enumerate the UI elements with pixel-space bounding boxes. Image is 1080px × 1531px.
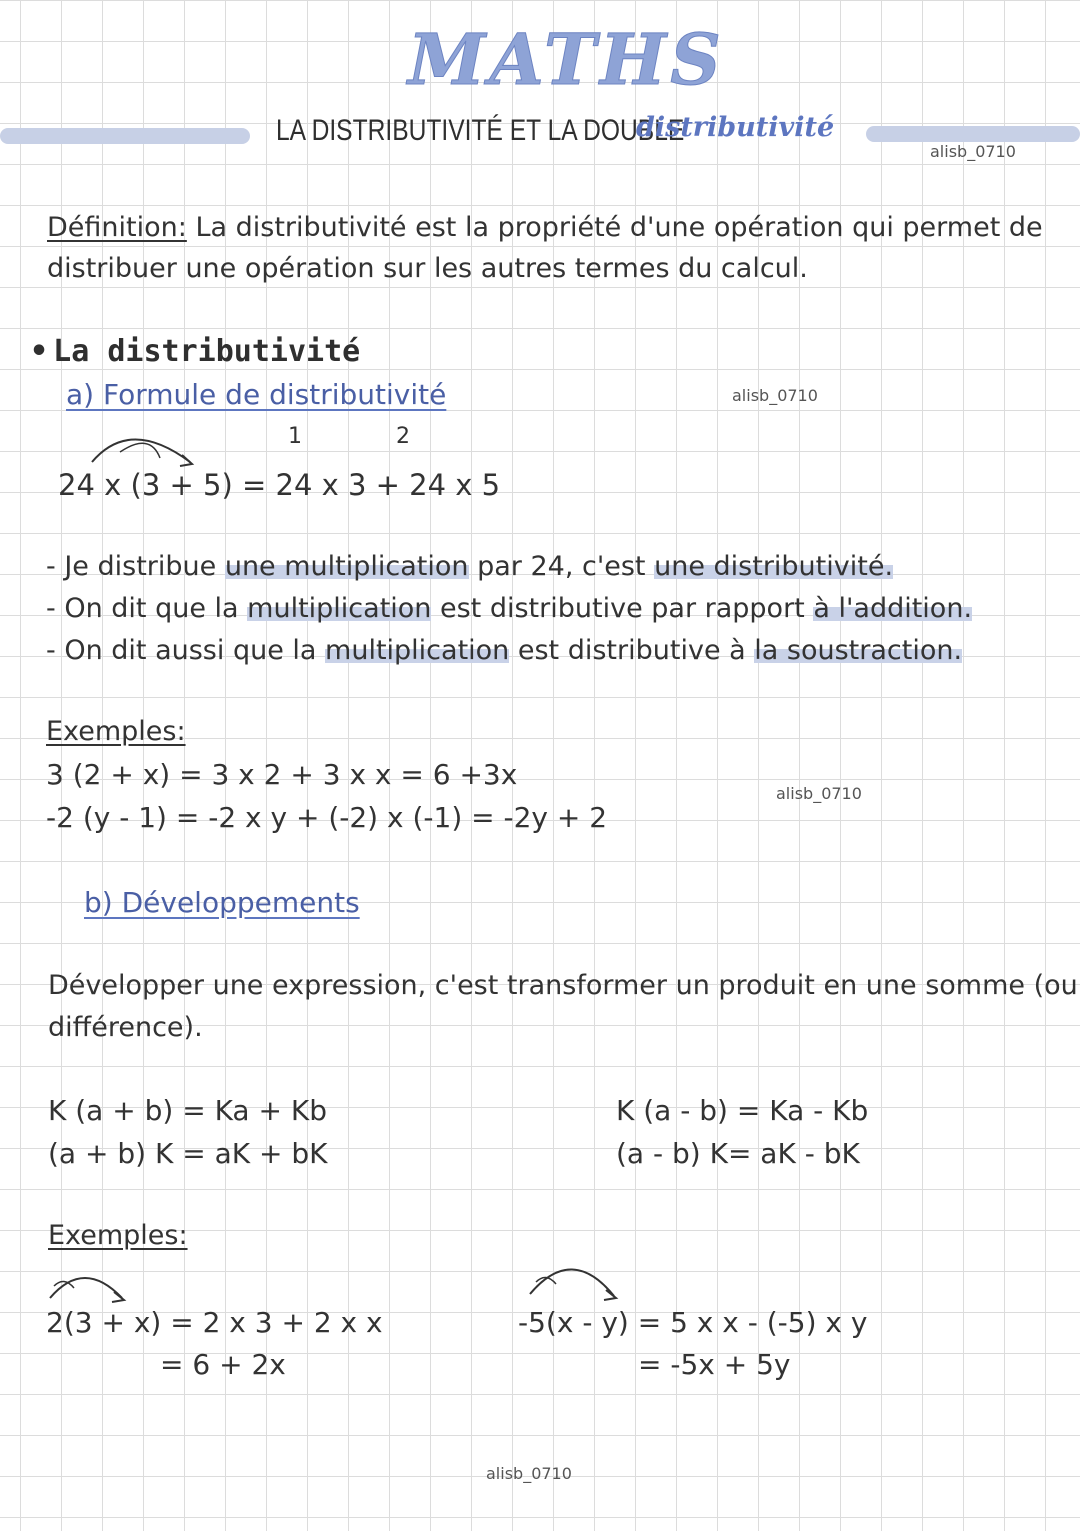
example-left-arrows (44, 1266, 144, 1306)
header-bar-right (866, 126, 1080, 142)
point-1 (46, 551, 893, 582)
definition-line2: distribuer une opération sur les autres termes du calcul. (47, 253, 808, 284)
watermark-section1: alisb_0710 (732, 386, 818, 405)
point-2-hl2: à l'addition. (813, 593, 973, 624)
section1-heading (30, 334, 360, 369)
example-right-arrows (522, 1254, 632, 1304)
example-right-1: -5(x - y) = 5 x x - (-5) x y (518, 1306, 868, 1339)
subsection-a-title: a) Formule de distributivité (66, 378, 447, 411)
point-2-pre: - On dit que la (46, 593, 248, 624)
point-1-pre: - Je distribue (46, 551, 225, 582)
header-bar-left (0, 128, 250, 144)
example-1: 3 (2 + x) = 3 x 2 + 3 x x = 6 +3x (46, 758, 518, 791)
definition-text-1: La distributivité est la propriété d'une opération qui permet de (195, 212, 1043, 243)
definition-line1 (47, 212, 1043, 243)
point-2-mid: est distributive par rapport (431, 593, 814, 624)
point-3-hl1: multiplication (325, 635, 510, 666)
point-1-mid: par 24, c'est (468, 551, 655, 582)
development-desc-1: Développer une expression, c'est transformer un produit en une somme (ou (48, 970, 1078, 1001)
point-3-mid: est distributive à (509, 635, 755, 666)
example-left-1: 2(3 + x) = 2 x 3 + 2 x x (46, 1306, 383, 1339)
rule-right-2: (a - b) K= aK - bK (616, 1137, 860, 1170)
arrow-to-5 (120, 443, 160, 458)
subsection-b-title: b) Développements (84, 886, 360, 919)
rule-left-1: K (a + b) = Ka + Kb (48, 1094, 327, 1127)
point-1-hl1: une multiplication (224, 551, 469, 582)
page-subtitle (276, 112, 835, 148)
watermark-header: alisb_0710 (930, 142, 1016, 161)
bullet: • (30, 334, 49, 369)
point-3 (46, 635, 962, 666)
rule-left-2: (a + b) K = aK + bK (48, 1137, 328, 1170)
example-2: -2 (y - 1) = -2 x y + (-2) x (-1) = -2y + 2 (46, 801, 608, 834)
examples-label-1: Exemples: (46, 716, 186, 747)
point-3-pre: - On dit aussi que la (46, 635, 326, 666)
development-desc-2: différence). (48, 1012, 203, 1043)
point-1-hl2: une distributivité. (654, 551, 894, 582)
arrow-right-long (530, 1269, 614, 1296)
page-title: MATHS (408, 18, 725, 101)
subtitle-main: LA DISTRIBUTIVITÉ ET LA DOUBLE (276, 114, 685, 147)
examples-label-2: Exemples: (48, 1220, 188, 1251)
point-2 (46, 593, 972, 624)
subtitle-script: distributivité (636, 112, 835, 143)
watermark-examples: alisb_0710 (776, 784, 862, 803)
example-left-2: = 6 + 2x (160, 1348, 286, 1381)
watermark-footer: alisb_0710 (486, 1464, 572, 1483)
section1-title: La distributivité (53, 334, 361, 369)
distribution-arrows (80, 422, 240, 472)
distributivity-formula: 24 x (3 + 5) = 24 x 3 + 24 x 5 (58, 468, 501, 502)
mark-1: 1 (288, 424, 302, 449)
point-3-hl2: la soustraction. (754, 635, 963, 666)
rule-right-1: K (a - b) = Ka - Kb (616, 1094, 869, 1127)
mark-2: 2 (396, 424, 410, 449)
example-right-2: = -5x + 5y (638, 1348, 791, 1381)
definition-label: Définition: (47, 212, 187, 243)
point-2-hl1: multiplication (247, 593, 432, 624)
